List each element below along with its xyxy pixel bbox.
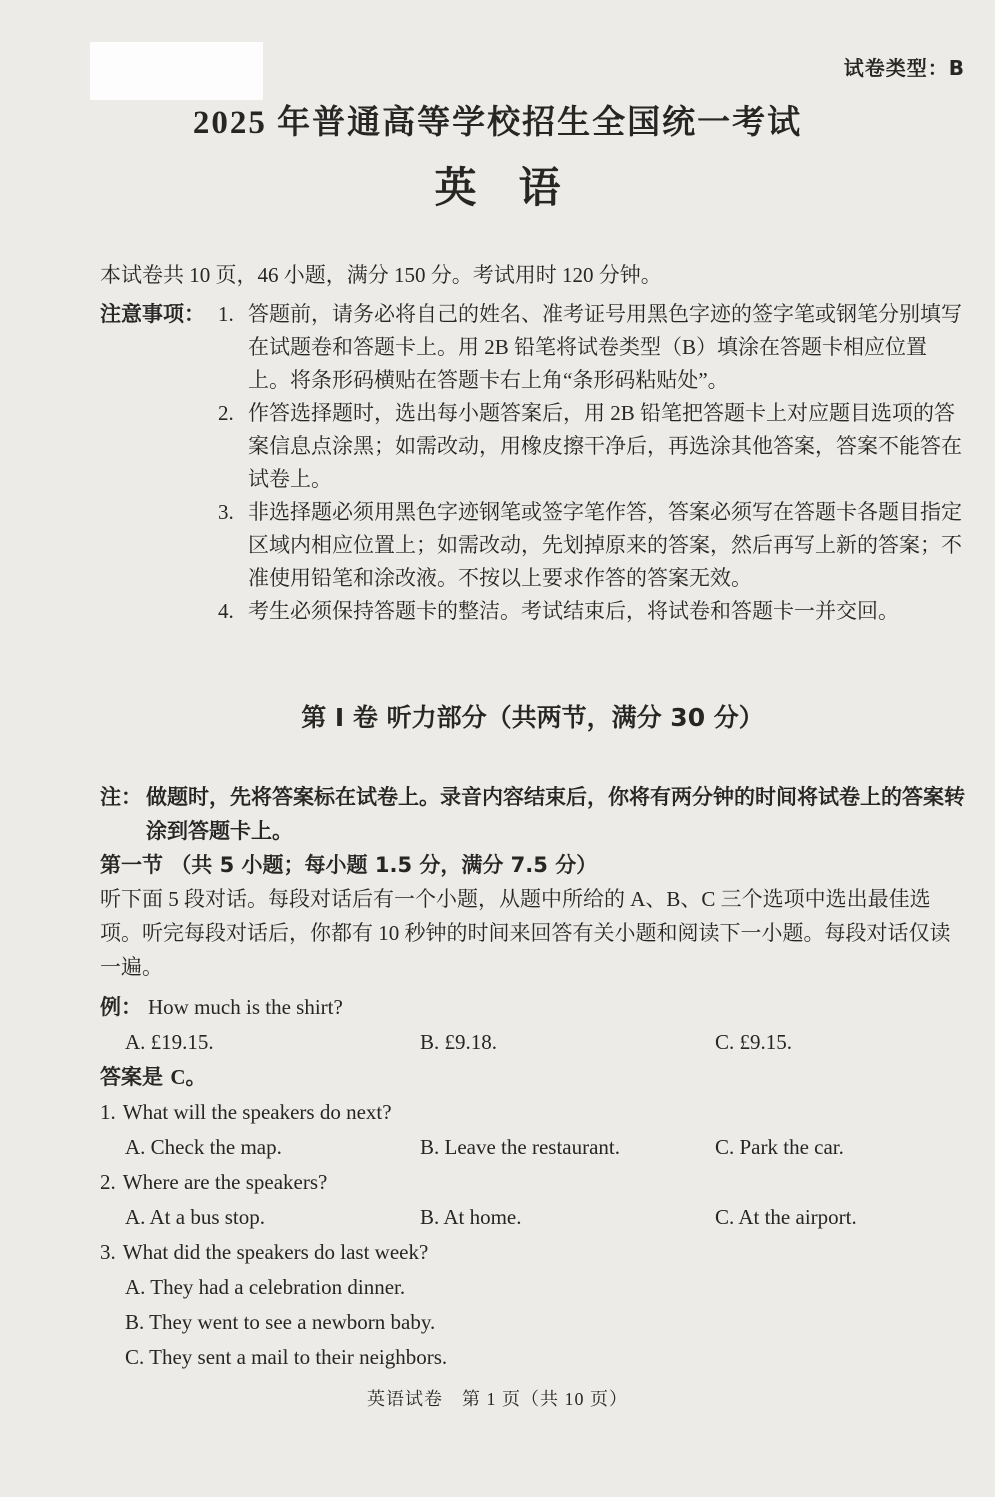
section1-label: 第一节: [100, 853, 163, 877]
example-options-row: [100, 1025, 965, 1060]
question-3-option-c: C. They sent a mail to their neighbors.: [125, 1345, 448, 1369]
listening-note-label: 注：: [100, 785, 142, 809]
listening-note-text: 做题时，先将答案标在试卷上。录音内容结束后，你将有两分钟的时间将试卷上的答案转涂到答题卡上。: [146, 785, 965, 843]
question-1: [100, 1095, 965, 1130]
subject-title: 英 语: [434, 166, 561, 212]
notice-text: 作答选择题时，选出每小题答案后，用 2B 铅笔把答题卡上对应题目选项的答案信息点涂黑；如需改动，用橡皮擦干净后，再选涂其他答案，答案不能答在试卷上。: [248, 401, 962, 491]
example-option-a: A. £19.15.: [125, 1030, 214, 1054]
example-question: How much is the shirt?: [148, 995, 343, 1019]
question-number: 1.: [100, 1100, 116, 1124]
notice-number: 1.: [218, 302, 234, 326]
notices-block: [100, 298, 965, 628]
paper-type-label: 试卷类型：B: [843, 56, 965, 80]
question-number: 3.: [100, 1240, 116, 1264]
question-1-option-a: A. Check the map.: [125, 1135, 282, 1159]
notice-text: 非选择题必须用黑色字迹钢笔或签字笔作答，答案必须写在答题卡各题目指定区域内相应位置上；如需改动，先划掉原来的答案，然后再写上新的答案；不准使用铅笔和涂改液。不按以上要求作答的答案无效。: [248, 500, 962, 590]
part1-heading: 第 I 卷 听力部分（共两节，满分 30 分）: [301, 703, 764, 732]
notice-number: 3.: [218, 500, 234, 524]
question-1-options: [100, 1130, 965, 1165]
notice-text: 答题前，请务必将自己的姓名、准考证号用黑色字迹的签字笔或钢笔分别填写在试题卷和答题卡上。用 2B 铅笔将试卷类型（B）填涂在答题卡相应位置上。将条形码横贴在答题卡右上角“条形码粘贴处”。: [248, 302, 962, 392]
notice-text: 考生必须保持答题卡的整洁。考试结束后，将试卷和答题卡一并交回。: [248, 599, 899, 623]
question-3: [100, 1235, 965, 1270]
question-2-option-b: B. At home.: [420, 1205, 522, 1229]
page-footer: 英语试卷 第 1 页（共 10 页）: [367, 1389, 628, 1409]
example-question-line: [100, 990, 965, 1025]
section1-description: 听下面 5 段对话。每段对话后有一个小题，从题中所给的 A、B、C 三个选项中选出最佳选项。听完每段对话后，你都有 10 秒钟的时间来回答有关小题和阅读下一小题。每段对话仅读一遍。: [100, 887, 951, 979]
blank-label-box: [90, 42, 263, 100]
section1-heading: [100, 848, 965, 882]
question-2-option-c: C. At the airport.: [715, 1205, 857, 1229]
paper-summary: 本试卷共 10 页，46 小题，满分 150 分。考试用时 120 分钟。: [100, 263, 662, 287]
question-3-option-a: A. They had a celebration dinner.: [125, 1275, 406, 1299]
example-option-b: B. £9.18.: [420, 1030, 498, 1054]
question-2-options: [100, 1200, 965, 1235]
exam-title: 2025 年普通高等学校招生全国统一考试: [192, 105, 803, 141]
notices-label: 注意事项：: [100, 302, 205, 326]
question-1-option-b: B. Leave the restaurant.: [420, 1135, 620, 1159]
notice-item: [218, 496, 965, 595]
listening-note: [100, 780, 965, 848]
question-3-option-b: B. They went to see a newborn baby.: [125, 1310, 436, 1334]
example-answer-letter: C: [170, 1065, 186, 1089]
example-option-c: C. £9.15.: [715, 1030, 793, 1054]
question-1-option-c: C. Park the car.: [715, 1135, 844, 1159]
question-text: Where are the speakers?: [122, 1170, 328, 1194]
question-text: What did the speakers do last week?: [122, 1240, 429, 1264]
notice-item: [218, 595, 965, 628]
page-content: [100, 259, 965, 1375]
question-number: 2.: [100, 1170, 116, 1194]
notice-list: [218, 298, 965, 628]
notice-number: 4.: [218, 599, 234, 623]
notice-item: [218, 397, 965, 496]
notice-number: 2.: [218, 401, 234, 425]
question-2: [100, 1165, 965, 1200]
notice-item: [218, 298, 965, 397]
question-text: What will the speakers do next?: [122, 1100, 392, 1124]
example-label: 例：: [100, 995, 142, 1019]
example-answer: 答案是 C。: [100, 1065, 207, 1089]
section1-info: （共 5 小题；每小题 1.5 分，满分 7.5 分）: [170, 853, 598, 877]
question-2-option-a: A. At a bus stop.: [125, 1205, 266, 1229]
